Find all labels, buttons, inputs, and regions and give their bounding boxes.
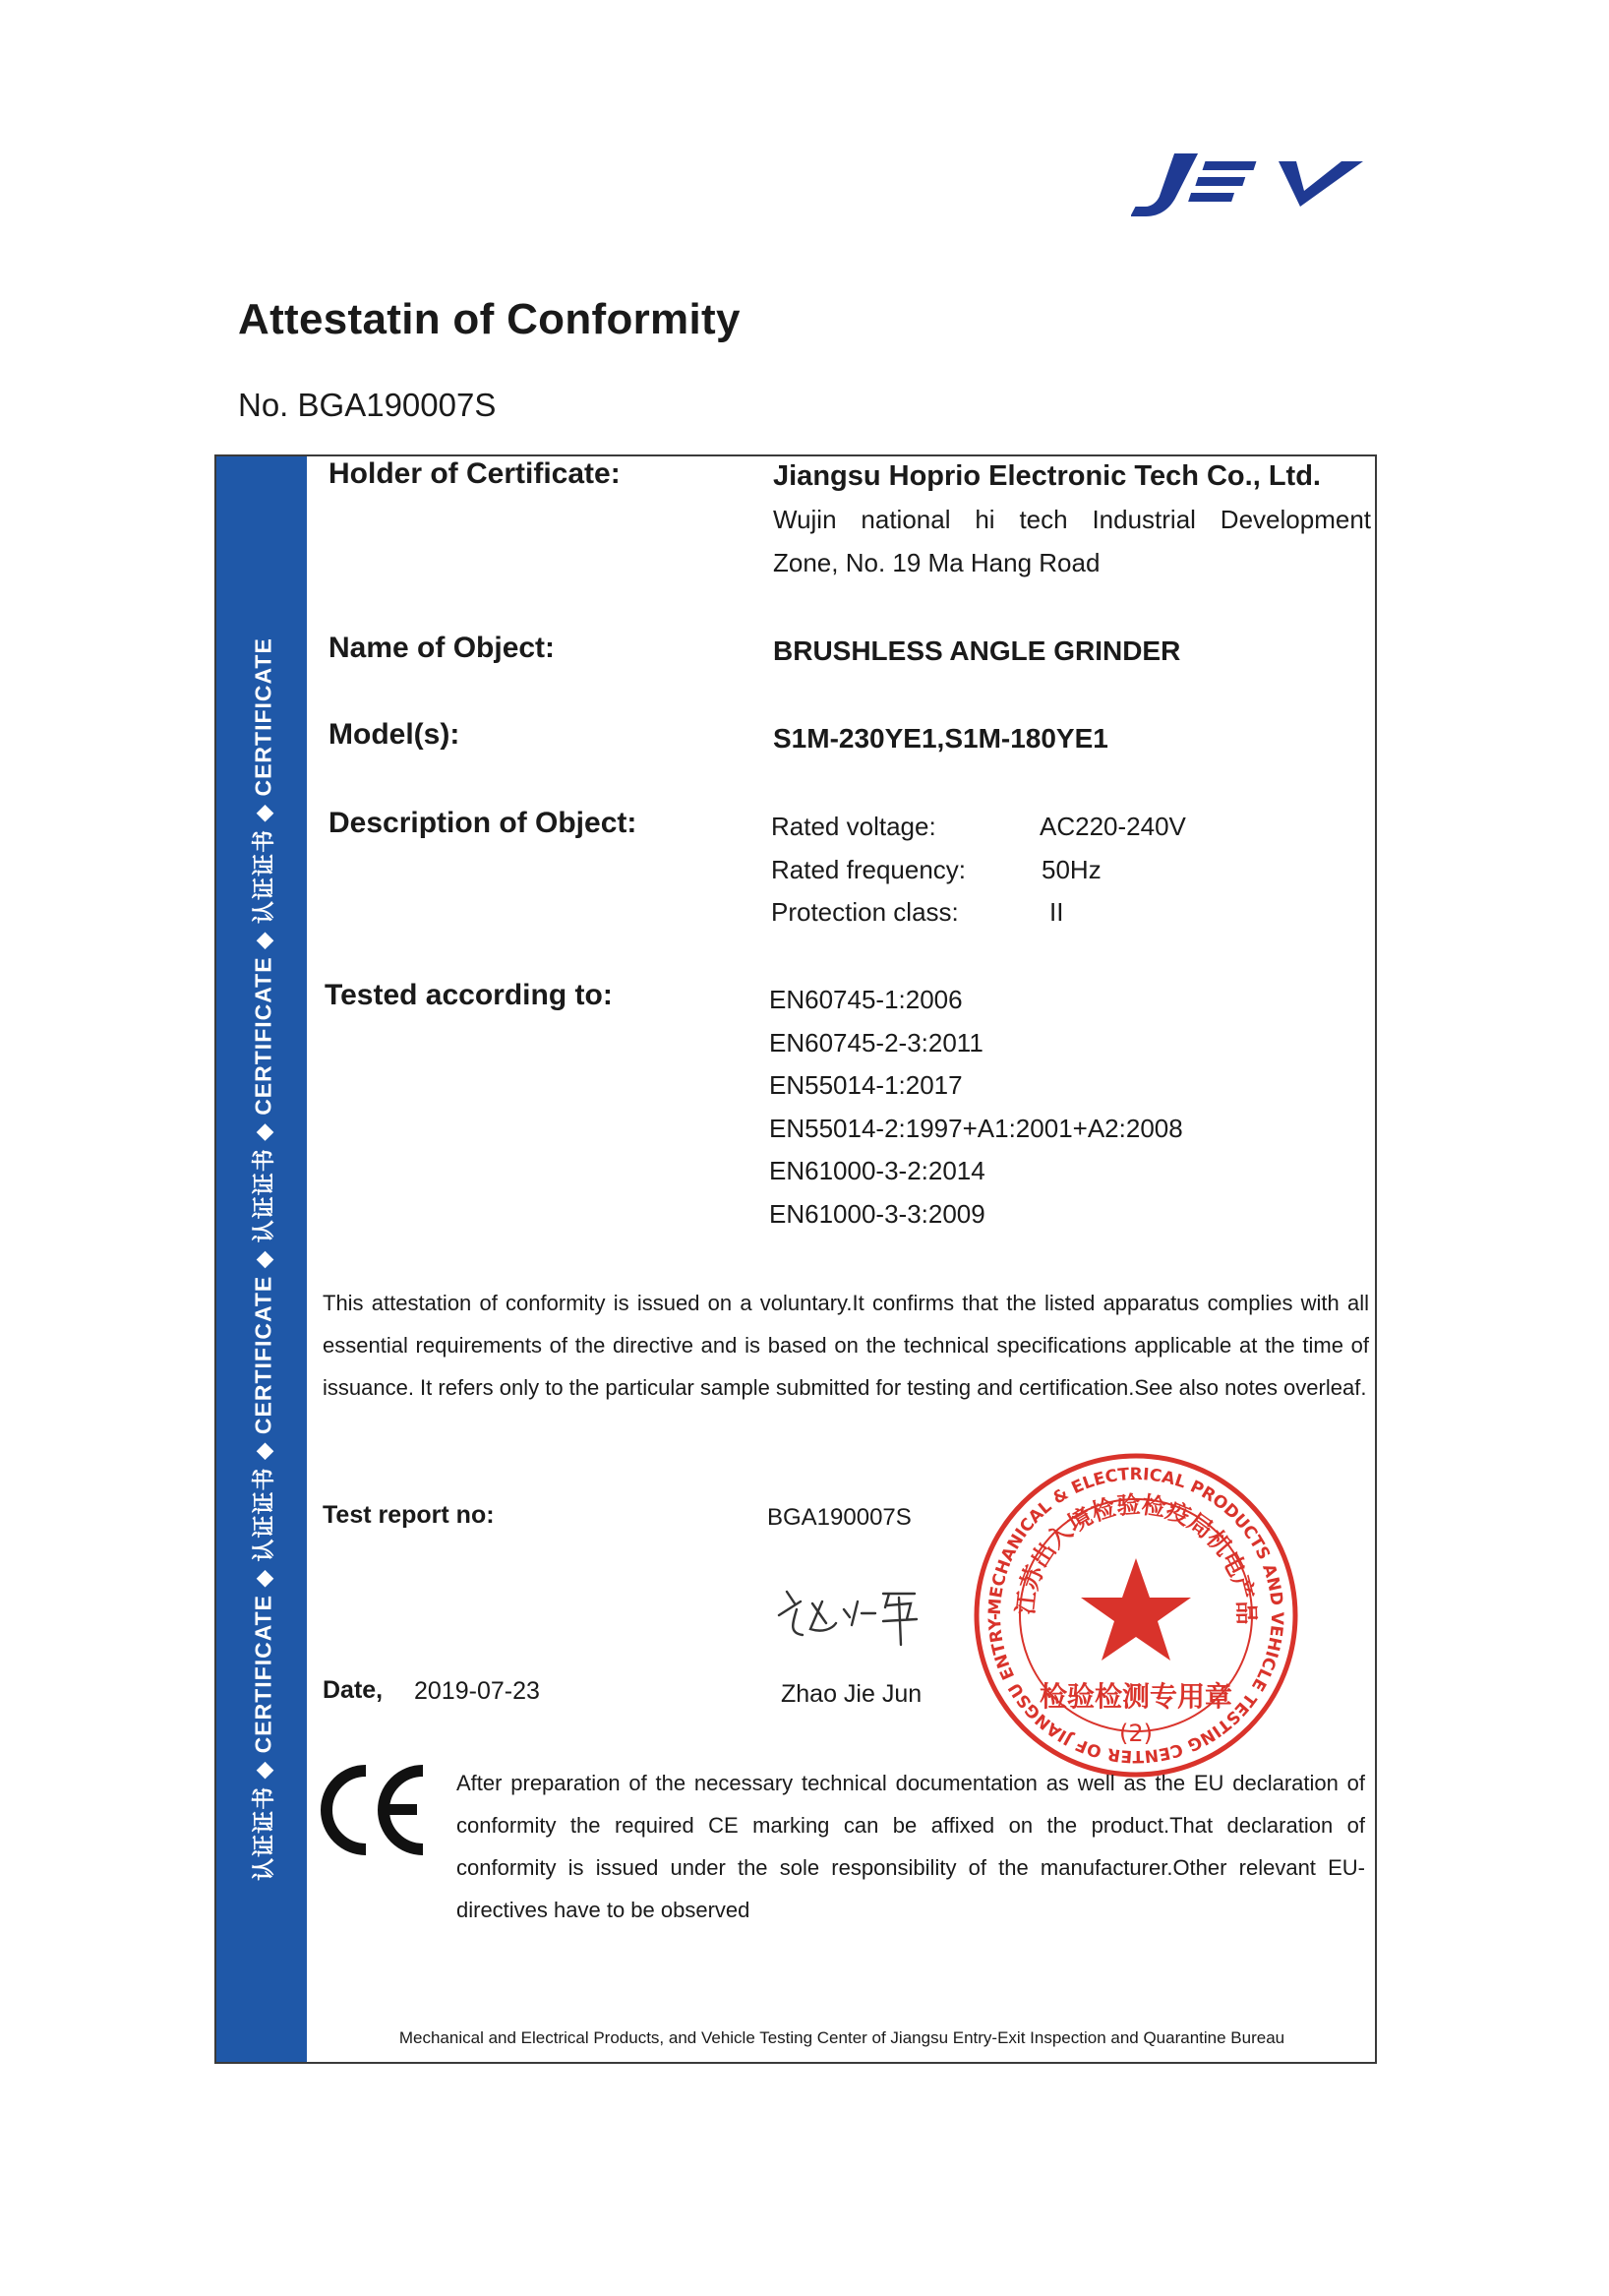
- attestation-paragraph: This attestation of conformity is issued on a voluntary.It confirms that the listed apparatus complies with all essential requirements of the directive and is based on the technical specifications applicable at the time of issuance. It refers only to the particular sample submitted for testing and certification.See also notes overleaf.: [323, 1291, 1369, 1400]
- stamp-outer-text: MECHANICAL & ELECTRICAL PRODUCTS AND VEHICLE TESTING CENTER OF JIANGSU ENTRY-: [984, 1464, 1287, 1767]
- standard-item: EN55014-2:1997+A1:2001+A2:2008: [769, 1114, 1183, 1143]
- signatory-name: Zhao Jie Jun: [781, 1680, 923, 1708]
- models-value: S1M-230YE1,S1M-180YE1: [773, 723, 1108, 754]
- standards-label: Tested according to:: [325, 979, 613, 1011]
- rated-frequency-value: 50Hz: [1042, 855, 1102, 884]
- rated-voltage-value: AC220-240V: [1040, 812, 1186, 841]
- ce-mark-icon: [317, 1763, 431, 1857]
- footer-issuer: Mechanical and Electrical Products, and Vehicle Testing Center of Jiangsu Entry-Exit Inspection and Quarantine Bureau: [398, 2028, 1285, 2047]
- standard-item: EN55014-1:2017: [769, 1070, 963, 1100]
- rated-frequency-key: Rated frequency:: [771, 855, 967, 884]
- handwritten-signature: [767, 1574, 934, 1653]
- test-report-label: Test report no:: [323, 1501, 495, 1529]
- stamp-number: (2): [1119, 1720, 1153, 1747]
- standard-item: EN61000-3-3:2009: [769, 1199, 985, 1229]
- protection-class-value: II: [1049, 897, 1064, 927]
- stamp-bottom-text: 检验检测专用章: [1039, 1680, 1233, 1713]
- holder-name: Jiangsu Hoprio Electronic Tech Co., Ltd.: [773, 460, 1321, 492]
- side-band: [216, 456, 307, 2062]
- object-label: Name of Object:: [328, 632, 556, 664]
- standard-item: EN61000-3-2:2014: [769, 1156, 985, 1185]
- holder-label: Holder of Certificate:: [328, 457, 621, 490]
- test-report-value: BGA190007S: [767, 1504, 912, 1531]
- date-label: Date,: [323, 1676, 384, 1704]
- models-label: Model(s):: [328, 718, 460, 751]
- object-name: BRUSHLESS ANGLE GRINDER: [773, 635, 1181, 666]
- standard-item: EN60745-2-3:2011: [769, 1028, 983, 1057]
- certificate-number: No. BGA190007S: [238, 387, 497, 423]
- stamp-inner-text: 江苏出入境检验检疫局机电产品: [1011, 1490, 1261, 1625]
- official-stamp: [969, 1448, 1303, 1782]
- jev-logo: [1131, 148, 1367, 226]
- standard-item: EN60745-1:2006: [769, 985, 963, 1014]
- side-band-text: 认证证书 ◆ CERTIFICATE ◆ 认证证书 ◆ CERTIFICATE ◆ 认证证书 ◆ CERTIFICATE ◆ 认证证书 ◆ CERTIFICATE: [250, 637, 276, 1881]
- rated-voltage-key: Rated voltage:: [771, 812, 936, 841]
- holder-address-line1: Wujin national hi tech Industrial Development: [773, 505, 1371, 534]
- date-value: 2019-07-23: [414, 1677, 540, 1705]
- protection-class-key: Protection class:: [771, 897, 959, 927]
- holder-address-line2: Zone, No. 19 Ma Hang Road: [773, 548, 1101, 577]
- ce-paragraph: After preparation of the necessary technical documentation as well as the EU declaration of conformity the required CE marking can be affixed on the product.That declaration of conformity is issued under the sole responsibility of the manufacturer.Other relevant EU-directives have to be observed: [456, 1771, 1365, 1922]
- description-label: Description of Object:: [328, 807, 637, 839]
- page-title: Attestatin of Conformity: [238, 295, 741, 343]
